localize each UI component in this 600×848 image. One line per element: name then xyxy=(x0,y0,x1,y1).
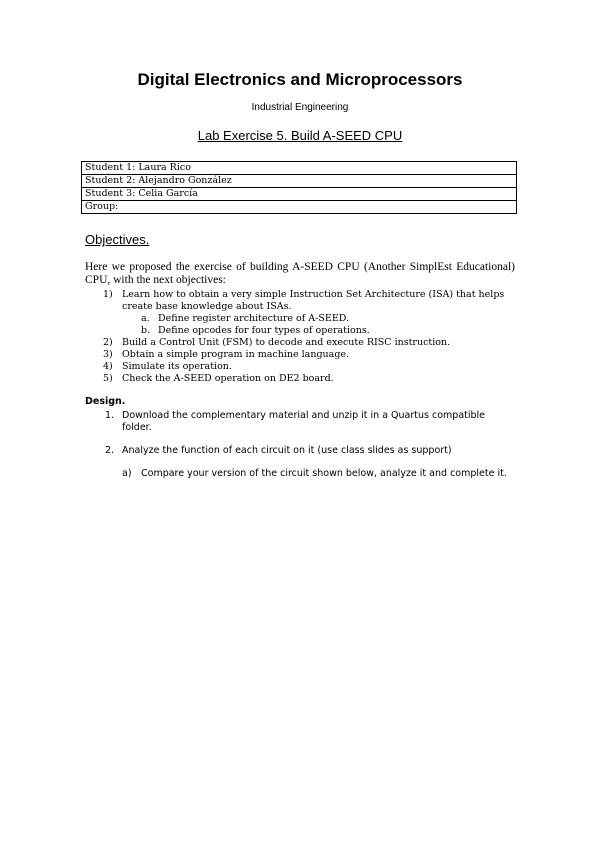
list-item xyxy=(85,410,515,434)
table-row xyxy=(82,188,517,201)
list-number: 5) xyxy=(103,373,113,384)
student-3-cell: Student 3: Celia García xyxy=(82,188,517,201)
list-text: Build a Control Unit (FSM) to decode and execute RISC instruction. xyxy=(122,337,451,348)
list-number: 1. xyxy=(105,410,115,421)
objectives-intro: Here we proposed the exercise of building A-SEED CPU (Another SimplEst Educational) CPU, with the next objectives: xyxy=(85,261,515,286)
table-row xyxy=(82,162,517,175)
list-text: Check the A-SEED operation on DE2 board. xyxy=(122,373,334,384)
list-text: Compare your version of the circuit shown below, analyze it and complete it. xyxy=(141,468,507,479)
student-2-cell: Student 2: Alejandro González xyxy=(82,175,517,188)
list-text: Define register architecture of A-SEED. xyxy=(158,313,350,324)
document-title: Digital Electronics and Microprocessors xyxy=(137,70,463,89)
list-number: b. xyxy=(141,325,151,336)
list-text: Learn how to obtain a very simple Instruction Set Architecture (ISA) that helps create base knowledge about ISAs. xyxy=(122,289,505,312)
group-cell: Group: xyxy=(82,201,517,214)
list-item xyxy=(85,349,515,361)
list-subitem xyxy=(85,313,515,325)
lab-title: Lab Exercise 5. Build A-SEED CPU xyxy=(197,128,403,143)
list-text: Download the complementary material and unzip it in a Quartus compatible folder. xyxy=(122,410,486,433)
list-item xyxy=(85,289,515,313)
list-number: 1) xyxy=(103,289,113,300)
list-number: 2. xyxy=(105,445,115,456)
list-number: 4) xyxy=(103,361,113,372)
objectives-heading: Objectives. xyxy=(85,232,150,247)
list-text: Obtain a simple program in machine language. xyxy=(122,349,350,360)
list-subitem xyxy=(85,325,515,337)
list-item xyxy=(85,361,515,373)
document-subtitle: Industrial Engineering xyxy=(251,102,349,113)
list-item xyxy=(85,337,515,349)
student-table xyxy=(81,161,517,214)
list-number: 2) xyxy=(103,337,113,348)
list-text: Simulate its operation. xyxy=(122,361,232,372)
student-1-cell: Student 1: Laura Rico xyxy=(82,162,517,175)
table-row xyxy=(82,175,517,188)
list-text: Define opcodes for four types of operations. xyxy=(158,325,370,336)
objectives-list xyxy=(85,289,515,385)
list-item xyxy=(85,445,515,457)
design-heading: Design. xyxy=(85,396,126,407)
list-number: 3) xyxy=(103,349,113,360)
list-text: Analyze the function of each circuit on it (use class slides as support) xyxy=(122,445,452,456)
design-list xyxy=(85,410,515,480)
list-number: a) xyxy=(122,468,132,479)
list-subitem xyxy=(85,468,515,480)
list-number: a. xyxy=(141,313,150,324)
table-row xyxy=(82,201,517,214)
list-item xyxy=(85,373,515,385)
